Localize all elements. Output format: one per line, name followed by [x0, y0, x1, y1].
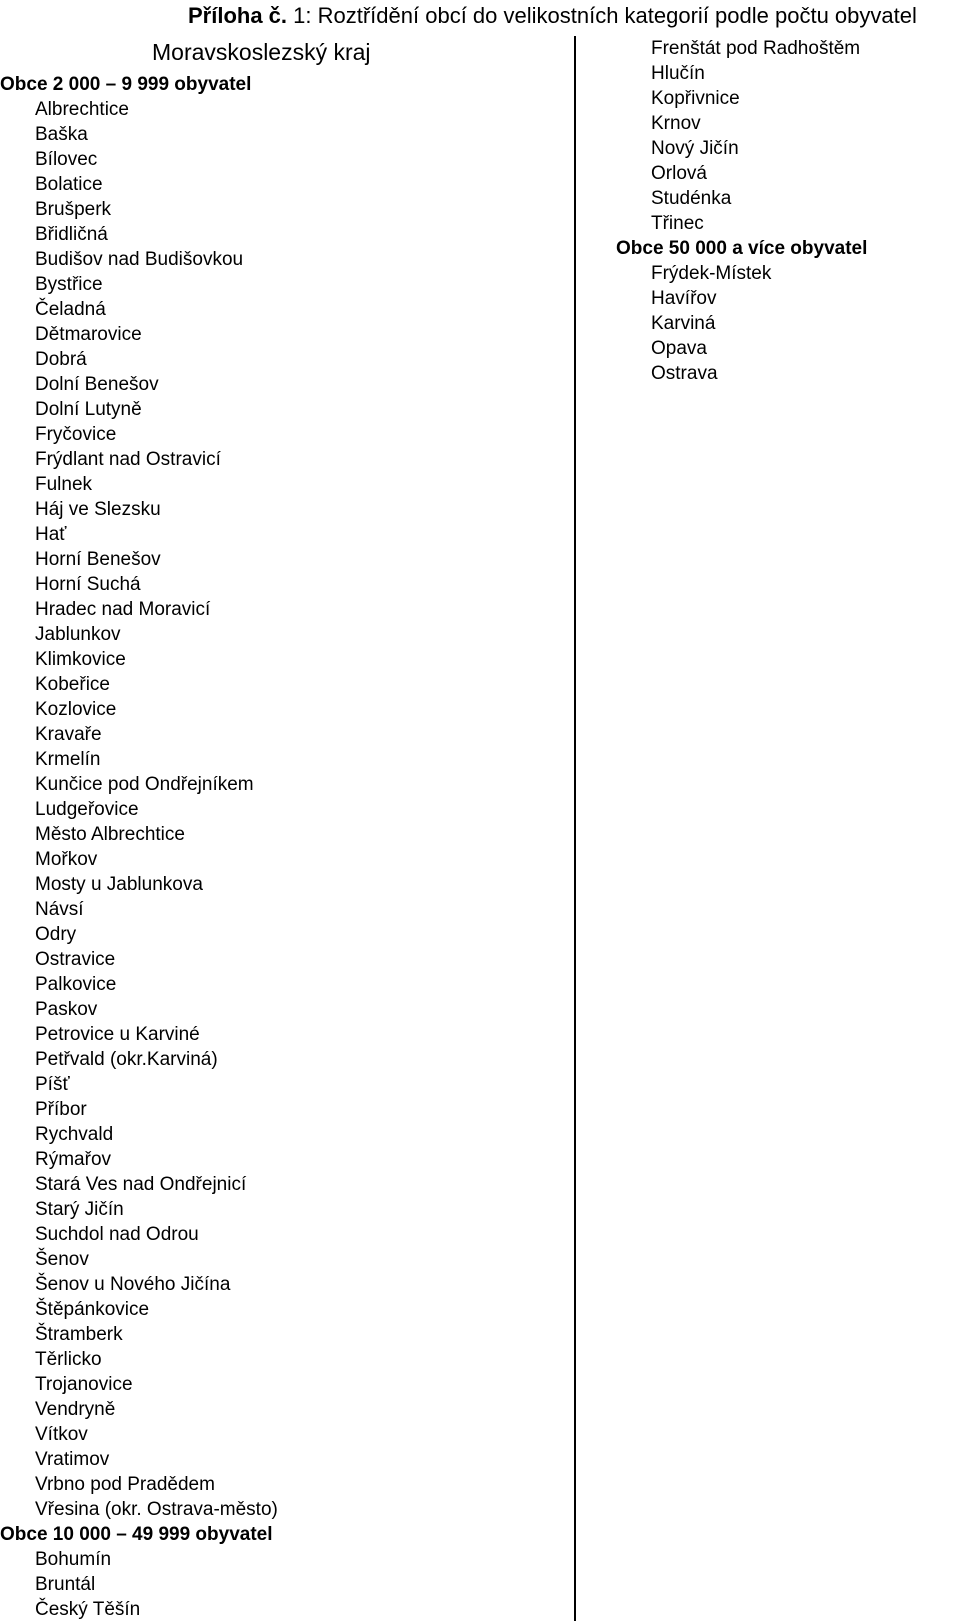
town-item: Brušperk [35, 199, 112, 220]
town-item: Hlučín [651, 63, 705, 84]
title-rest: 1: Roztřídění obcí do velikostních kategorií podle počtu obyvatel [287, 3, 917, 28]
town-item: Horní Benešov [35, 549, 161, 570]
town-item: Hradec nad Moravicí [35, 599, 211, 620]
town-item: Bolatice [35, 174, 103, 195]
town-item: Ludgeřovice [35, 799, 139, 820]
town-item: Frýdek-Místek [651, 263, 772, 284]
town-item: Kopřivnice [651, 88, 740, 109]
town-item: Mořkov [35, 849, 98, 870]
town-item: Kobeřice [35, 674, 110, 695]
title-prefix: Příloha č. [188, 3, 288, 28]
town-item: Rychvald [35, 1124, 114, 1145]
town-item: Orlová [651, 163, 707, 184]
town-item: Bílovec [35, 149, 98, 170]
town-item: Návsí [35, 899, 84, 920]
town-item: Vítkov [35, 1424, 88, 1445]
category-heading: Obce 2 000 – 9 999 obyvatel [0, 74, 252, 95]
town-item: Dolní Lutyně [35, 399, 142, 420]
column-divider [574, 36, 576, 1621]
town-item: Palkovice [35, 974, 117, 995]
town-item: Český Těšín [35, 1599, 141, 1620]
town-item: Štramberk [35, 1324, 123, 1345]
town-item: Stará Ves nad Ondřejnicí [35, 1174, 247, 1195]
town-item: Opava [651, 338, 707, 359]
town-item: Frenštát pod Radhoštěm [651, 38, 861, 59]
town-item: Albrechtice [35, 99, 129, 120]
town-item: Odry [35, 924, 77, 945]
town-item: Bystřice [35, 274, 103, 295]
town-item: Petrovice u Karviné [35, 1024, 200, 1045]
town-item: Jablunkov [35, 624, 121, 645]
town-item: Dobrá [35, 349, 87, 370]
town-item: Břidličná [35, 224, 108, 245]
town-item: Starý Jičín [35, 1199, 124, 1220]
town-item: Trojanovice [35, 1374, 133, 1395]
town-item: Vřesina (okr. Ostrava-město) [35, 1499, 278, 1520]
town-item: Suchdol nad Odrou [35, 1224, 199, 1245]
right-column-list [616, 36, 867, 386]
town-item: Vrbno pod Pradědem [35, 1474, 215, 1495]
town-item: Fryčovice [35, 424, 117, 445]
region-heading: Moravskoslezský kraj [152, 39, 371, 65]
document-title [188, 2, 958, 30]
town-item: Vratimov [35, 1449, 110, 1470]
town-item: Mosty u Jablunkova [35, 874, 203, 895]
town-item: Krnov [651, 113, 701, 134]
town-item: Kozlovice [35, 699, 117, 720]
town-item: Vendryně [35, 1399, 116, 1420]
town-item: Ostrava [651, 363, 718, 384]
town-item: Hať [35, 524, 67, 545]
town-item: Bohumín [35, 1549, 112, 1570]
town-item: Klimkovice [35, 649, 126, 670]
town-item: Kravaře [35, 724, 102, 745]
town-item: Rýmařov [35, 1149, 112, 1170]
town-item: Budišov nad Budišovkou [35, 249, 244, 270]
town-item: Štěpánkovice [35, 1299, 150, 1320]
town-item: Třinec [651, 213, 704, 234]
town-item: Havířov [651, 288, 717, 309]
town-item: Těrlicko [35, 1349, 102, 1370]
town-item: Horní Suchá [35, 574, 141, 595]
town-item: Háj ve Slezsku [35, 499, 161, 520]
category-heading: Obce 10 000 – 49 999 obyvatel [0, 1524, 273, 1545]
town-item: Studénka [651, 188, 732, 209]
town-item: Město Albrechtice [35, 824, 185, 845]
town-item: Petřvald (okr.Karviná) [35, 1049, 218, 1070]
town-item: Bruntál [35, 1574, 96, 1595]
town-item: Krmelín [35, 749, 101, 770]
town-item: Píšť [35, 1074, 70, 1095]
left-column-list [0, 72, 278, 1622]
town-item: Karviná [651, 313, 716, 334]
town-item: Příbor [35, 1099, 87, 1120]
town-item: Frýdlant nad Ostravicí [35, 449, 221, 470]
town-item: Šenov u Nového Jičína [35, 1274, 231, 1295]
town-item: Paskov [35, 999, 98, 1020]
category-heading: Obce 50 000 a více obyvatel [616, 238, 868, 259]
town-item: Dolní Benešov [35, 374, 159, 395]
town-item: Čeladná [35, 299, 106, 320]
town-item: Šenov [35, 1249, 89, 1270]
town-item: Fulnek [35, 474, 93, 495]
town-item: Ostravice [35, 949, 116, 970]
town-item: Kunčice pod Ondřejníkem [35, 774, 254, 795]
town-item: Nový Jičín [651, 138, 739, 159]
town-item: Dětmarovice [35, 324, 142, 345]
town-item: Baška [35, 124, 88, 145]
